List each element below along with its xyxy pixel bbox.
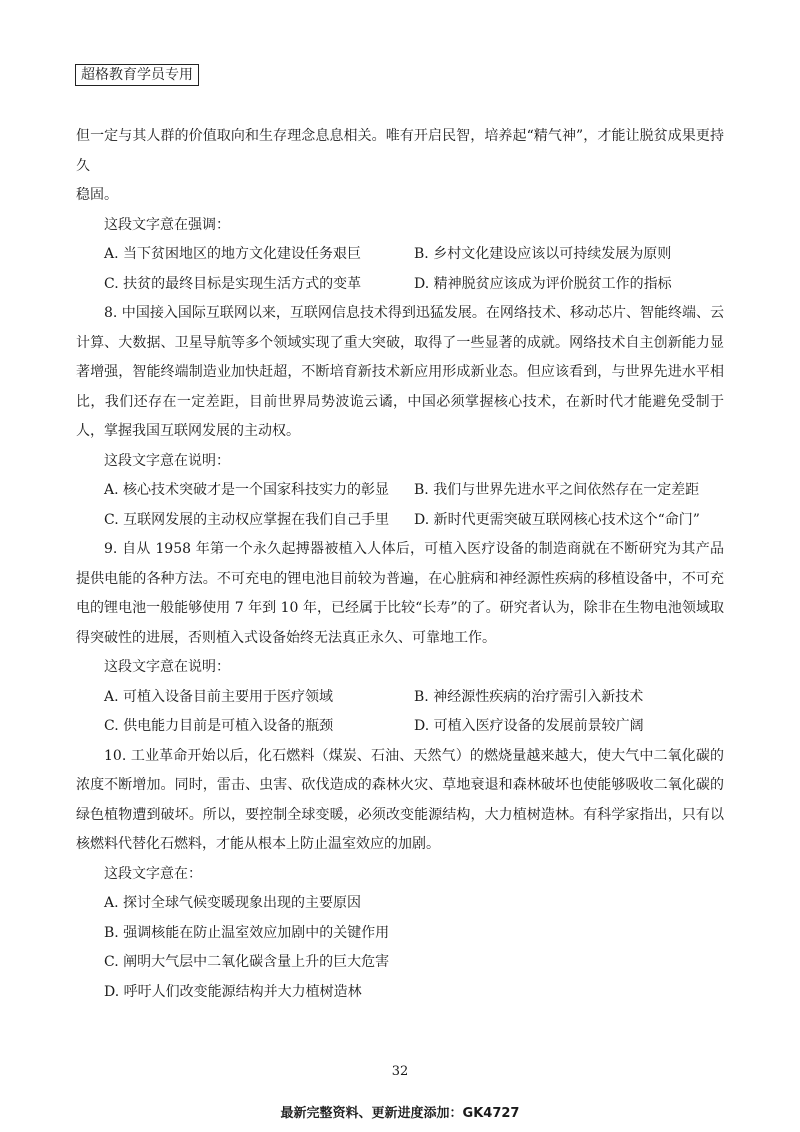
option-c: C. 供电能力目前是可植入设备的瓶颈 bbox=[104, 718, 334, 734]
option-a: A. 核心技术突破才是一个国家科技实力的彰显 bbox=[104, 482, 390, 498]
option-d: D. 新时代更需突破互联网核心技术这个“命门” bbox=[414, 511, 700, 528]
option-row bbox=[76, 683, 724, 713]
option-row bbox=[76, 240, 724, 270]
option-b: B. 乡村文化建设应该以可持续发展为原则 bbox=[414, 246, 672, 262]
page-content bbox=[76, 122, 724, 1007]
page-number: 32 bbox=[391, 1064, 409, 1079]
question-8-passage: 8. 中国接入国际互联网以来，互联网信息技术得到迅猛发展。在网络技术、移动芯片、智能终端、云计算、大数据、卫星导航等多个领域实现了重大突破，取得了一些显著的成就。网络技术自主创新能力显著增强，智能终端制造业加快赶超，不断培育新技术新应用形成新业态。但应该看到，与世界先进水平相比，我们还存在一定差距，目前世界局势波诡云谲，中国必须掌握核心技术，在新时代才能避免受制于人，掌握我国互联网发展的主动权。 bbox=[76, 305, 724, 439]
option-c: C. 扶贫的最终目标是实现生活方式的变革 bbox=[104, 275, 362, 292]
question-stem: 这段文字意在强调： bbox=[104, 216, 230, 233]
option-c: C. 互联网发展的主动权应掌握在我们自己手里 bbox=[104, 511, 390, 528]
question-10-passage: 10. 工业革命开始以后，化石燃料（煤炭、石油、天然气）的燃烧量越来越大，使大气中二氧化碳的浓度不断增加。同时，雷击、虫害、砍伐造成的森林火灾、草地衰退和森林破坏也使能够吸收二氧化碳的绿色植物遭到破坏。所以，要控制全球变暖，必须改变能源结构，大力植树造林。有科学家指出，只有以核燃料代替化石燃料，才能从根本上防止温室效应的加剧。 bbox=[76, 747, 724, 852]
option-b: B. 强调核能在防止温室效应加剧中的关键作用 bbox=[104, 924, 390, 941]
intro-line: 稳固。 bbox=[76, 187, 118, 203]
option-row bbox=[76, 270, 724, 300]
option-a: A. 可植入设备目前主要用于医疗领域 bbox=[104, 688, 334, 705]
question-stem: 这段文字意在说明： bbox=[104, 659, 230, 675]
header-label: 超格教育学员专用 bbox=[75, 64, 199, 86]
option-b: B. 神经源性疾病的治疗需引入新技术 bbox=[414, 688, 644, 705]
option-row bbox=[76, 506, 724, 536]
option-d: D. 精神脱贫应该成为评价脱贫工作的指标 bbox=[414, 275, 672, 292]
footer-note: 最新完整资料、更新进度添加：GK4727 bbox=[280, 1106, 520, 1121]
option-d: D. 呼吁人们改变能源结构并大力植树造林 bbox=[104, 983, 362, 1000]
option-a: A. 探讨全球气候变暖现象出现的主要原因 bbox=[104, 895, 362, 911]
question-stem: 这段文字意在： bbox=[104, 865, 202, 882]
option-row bbox=[76, 476, 724, 506]
option-row bbox=[76, 712, 724, 742]
question-stem: 这段文字意在说明： bbox=[104, 452, 230, 469]
intro-line: 但一定与其人群的价值取向和生存理念息息相关。唯有开启民智，培养起“精气神”，才能让脱贫成果更持久 bbox=[76, 128, 724, 174]
option-a: A. 当下贫困地区的地方文化建设任务艰巨 bbox=[104, 246, 362, 262]
option-d: D. 可植入医疗设备的发展前景较广阔 bbox=[414, 718, 644, 734]
option-b: B. 我们与世界先进水平之间依然存在一定差距 bbox=[414, 482, 700, 498]
question-9-passage: 9. 自从 1958 年第一个永久起搏器被植入人体后，可植入医疗设备的制造商就在不断研究为其产品提供电能的各种方法。不可充电的锂电池目前较为普遍，在心脏病和神经源性疾病的移植设备中，不可充电的锂电池一般能够使用 7 年到 10 年，已经属于比较“长寿”的了。研究者认为，除非在生物电池领域取得突破性的进展，否则植入式设备始终无法真正永久、可靠地工作。 bbox=[76, 541, 724, 646]
option-c: C. 阐明大气层中二氧化碳含量上升的巨大危害 bbox=[104, 954, 390, 970]
